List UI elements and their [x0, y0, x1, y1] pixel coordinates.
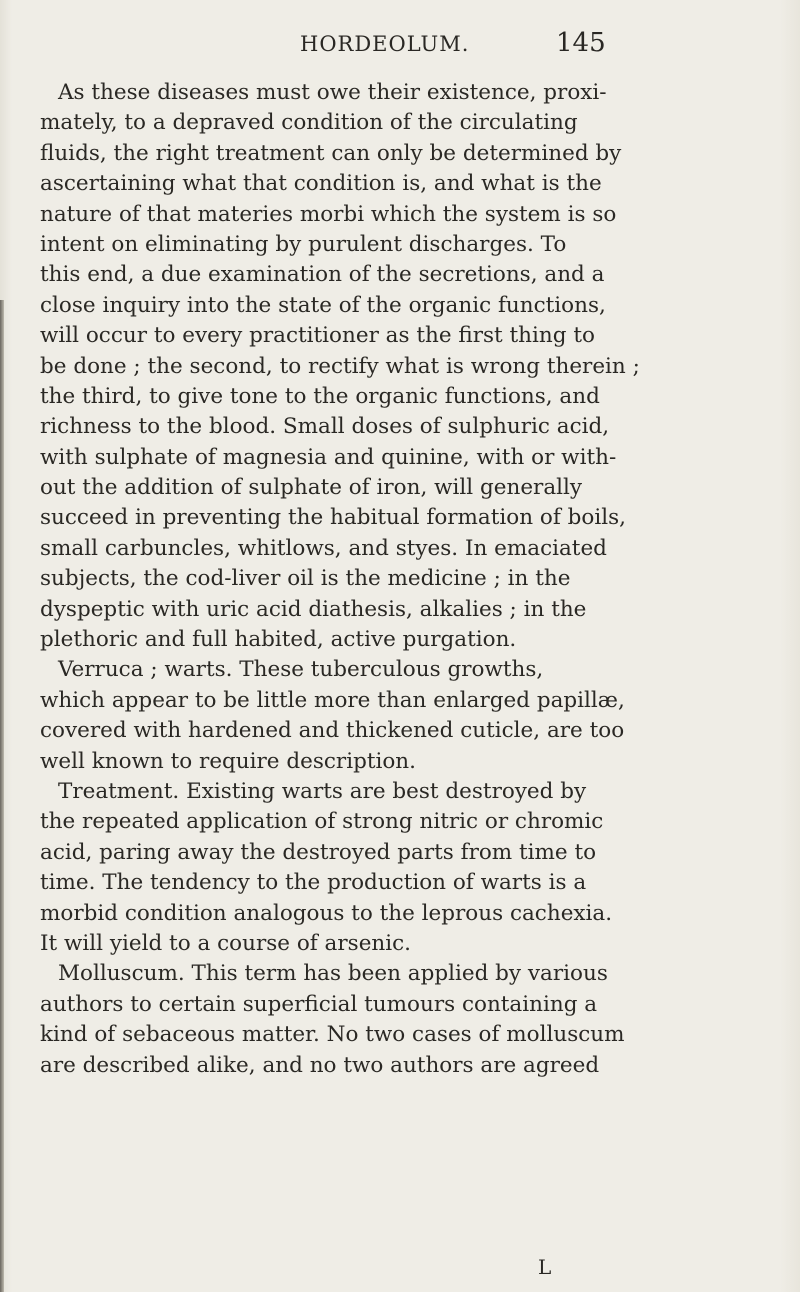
text-line: small carbuncles, whitlows, and styes. In emaciated — [40, 535, 607, 561]
text-line: Verruca ; warts. These tuberculous growths, — [58, 657, 544, 683]
text-line: intent on eliminating by purulent discharges. To — [40, 231, 567, 257]
text-line: succeed in preventing the habitual formation of boils, — [40, 505, 626, 531]
text-line: fluids, the right treatment can only be determined by — [40, 140, 622, 166]
text-line: are described alike, and no two authors are agreed — [40, 1052, 600, 1078]
text-line: with sulphate of magnesia and quinine, with or with- — [40, 444, 617, 470]
text-line: covered with hardened and thickened cuticle, are too — [40, 718, 625, 744]
text-line: ascertaining what that condition is, and what is the — [40, 171, 602, 197]
text-line: morbid condition analogous to the leprous cachexia. — [40, 900, 613, 926]
text-line: Molluscum. This term has been applied by various — [58, 961, 608, 987]
text-line: will occur to every practitioner as the first thing to — [40, 323, 595, 349]
text-line: well known to require description. — [40, 748, 416, 774]
text-line: It will yield to a course of arsenic. — [40, 930, 412, 956]
text-line: authors to certain superficial tumours containing a — [40, 991, 598, 1017]
text-line: the third, to give tone to the organic functions, and — [40, 383, 600, 409]
text-line: which appear to be little more than enlarged papillæ, — [40, 687, 625, 713]
text-line: close inquiry into the state of the organic functions, — [40, 292, 606, 318]
text-line: richness to the blood. Small doses of sulphuric acid, — [40, 414, 610, 440]
running-head — [0, 18, 800, 58]
page-number: 145 — [556, 28, 606, 58]
signature-mark: L — [538, 1255, 552, 1279]
body-text — [40, 78, 770, 1081]
running-title: HORDEOLUM. — [300, 32, 470, 56]
text-line: nature of that materies morbi which the system is so — [40, 201, 617, 227]
text-line: be done ; the second, to rectify what is wrong therein ; — [40, 353, 640, 379]
text-line: subjects, the cod-liver oil is the medicine ; in the — [40, 566, 571, 592]
binding-shadow — [0, 300, 4, 1292]
text-line: the repeated application of strong nitric or chromic — [40, 809, 604, 835]
text-line: dyspeptic with uric acid diathesis, alkalies ; in the — [40, 596, 587, 622]
text-line: plethoric and full habited, active purgation. — [40, 627, 517, 653]
text-line: out the addition of sulphate of iron, will generally — [40, 475, 583, 501]
text-line: Treatment. Existing warts are best destroyed by — [58, 778, 587, 804]
text-line: acid, paring away the destroyed parts from time to — [40, 839, 597, 865]
text-line: this end, a due examination of the secretions, and a — [40, 262, 605, 288]
text-line: kind of sebaceous matter. No two cases of molluscum — [40, 1022, 625, 1048]
text-line: As these diseases must owe their existence, proxi- — [58, 80, 607, 105]
text-line: mately, to a depraved condition of the circulating — [40, 110, 578, 136]
text-line: time. The tendency to the production of warts is a — [40, 870, 587, 896]
